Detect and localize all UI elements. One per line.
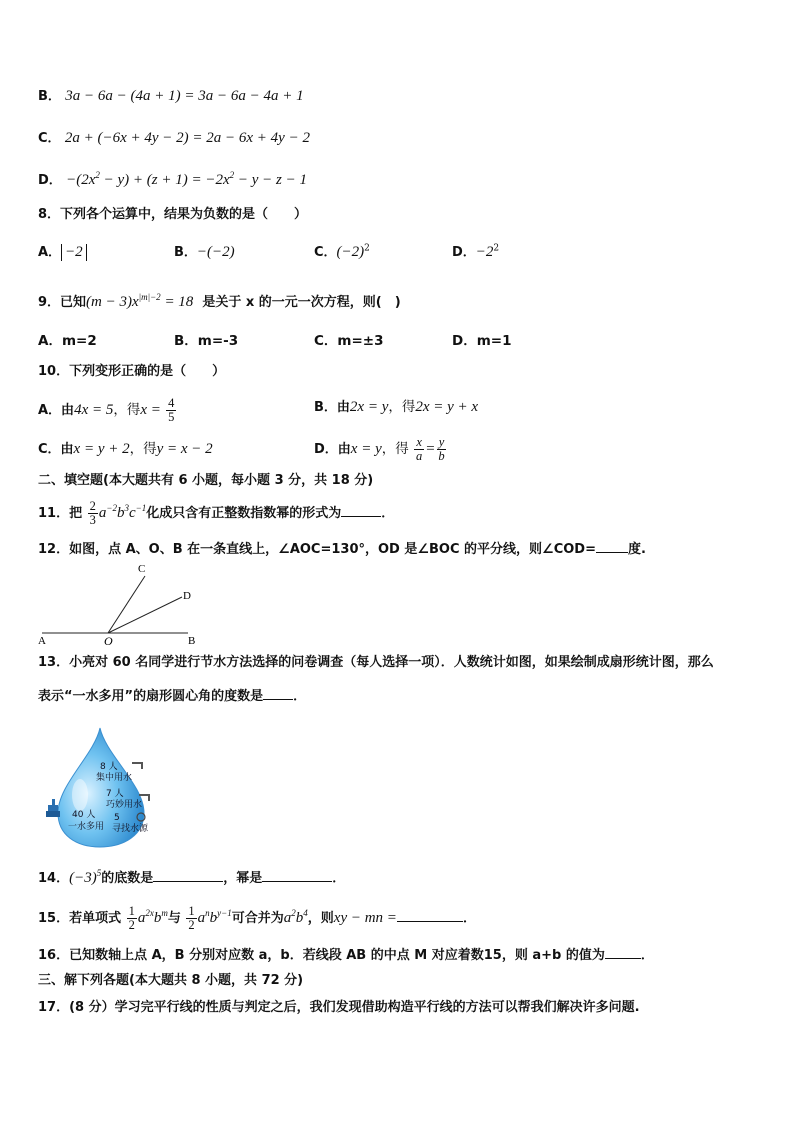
math-expression: xy − mn = bbox=[333, 910, 397, 926]
q10-stem: 10．下列变形正确的是（ ） bbox=[38, 364, 226, 379]
label-method: 巧妙用水 bbox=[106, 800, 143, 810]
math-expression: $a^{-2}b^3c^{-1}$ bbox=[98, 503, 147, 521]
q10-option-d: D．由x = y，得 $\frac{x}{a}$ = $\frac{y}{b}$ bbox=[314, 435, 445, 463]
answer-blank[interactable] bbox=[341, 502, 381, 517]
point-label-c: C bbox=[138, 563, 146, 575]
label-count: 8 人 bbox=[100, 762, 118, 772]
q16-stem: 16．已知数轴上点 A，B 分别对应数 a，b．若线段 AB 的中点 M 对应着数15，则 a+b 的值为 ． bbox=[38, 944, 654, 966]
label-count: 5 bbox=[114, 813, 120, 823]
option-label: D． bbox=[38, 173, 62, 188]
q8-stem: 8．下列各个运算中，结果为负数的是（ ） bbox=[38, 207, 308, 222]
answer-blank[interactable] bbox=[596, 538, 628, 553]
q9-stem: 9．已知$(m - 3)x^{|m|-2} = 18$ 是关于 x 的一元一次方程，则( ) bbox=[38, 292, 401, 310]
option-label: B． bbox=[38, 89, 61, 104]
q7-option-b bbox=[38, 86, 304, 107]
q9-option-b: B．m=-3 bbox=[174, 333, 239, 349]
label-method: 寻找水源 bbox=[112, 824, 149, 834]
label-count: 7 人 bbox=[106, 789, 124, 799]
absolute-value: −2 bbox=[61, 244, 87, 261]
q11-stem: 11．把 $\frac{2}{3}$ $a^{-2}b^3c^{-1}$化成只含有正整数指数幂的形式为 ． bbox=[38, 499, 395, 527]
point-label-b: B bbox=[188, 635, 196, 647]
answer-blank[interactable] bbox=[397, 907, 463, 922]
point-label-o: O bbox=[104, 634, 113, 648]
q9-option-d: D．m=1 bbox=[452, 333, 512, 349]
math-expression: 2a + (−6x + 4y − 2) = 2a − 6x + 4y − 2 bbox=[64, 130, 310, 146]
q10-option-a: A．由4x = 5，得x = $\frac{4}{5}$ bbox=[38, 396, 175, 424]
q10-option-c: C．由x = y + 2，得y = x − 2 bbox=[38, 441, 213, 457]
q13-line1: 13．小亮对 60 名同学进行节水方法选择的问卷调查（每人选择一项）．人数统计如图，如果绘制成扇形统计图，那么 bbox=[38, 655, 714, 670]
fraction: $\frac{1}{2}$ bbox=[128, 904, 135, 932]
q7-option-d bbox=[38, 170, 307, 191]
point-label-d: D bbox=[183, 590, 191, 602]
label-method: 一水多用 bbox=[68, 822, 105, 832]
answer-blank[interactable] bbox=[153, 867, 223, 882]
q15-stem: 15．若单项式 $\frac{1}{2}$ $a^{2x}b^m$与 $\frac{1}{2}$ $a^nb^{y-1}$可合并为$a^2b^4$，则xy − mn = ． bbox=[38, 904, 476, 932]
q8-option-a: A． −2 bbox=[38, 242, 87, 263]
q8-option-b: B．−(−2) bbox=[174, 244, 235, 260]
fraction: $\frac{y}{b}$ bbox=[438, 435, 445, 463]
angle-figure bbox=[36, 560, 206, 648]
q13-line2: 表示“一水多用”的扇形圆心角的度数是 ． bbox=[38, 685, 306, 707]
fraction: $\frac{1}{2}$ bbox=[188, 904, 195, 932]
answer-blank[interactable] bbox=[262, 867, 332, 882]
water-drop-figure bbox=[44, 725, 164, 850]
q14-stem: 14．$(-3)^5$的底数是 ，幂是 ． bbox=[38, 868, 346, 886]
math-expression: 3a − 6a − (4a + 1) = 3a − 6a − 4a + 1 bbox=[65, 88, 304, 104]
math-expression: $-(2x^2 - y) + (z + 1) = -2x^2 - y - z - 1$ bbox=[66, 170, 307, 188]
bucket-icon bbox=[46, 811, 60, 817]
highlight bbox=[72, 779, 88, 811]
section-heading: 二、填空题(本大题共有 6 小题，每小题 3 分，共 18 分) bbox=[38, 473, 374, 488]
option-label: C． bbox=[38, 131, 61, 146]
point-label-a: A bbox=[38, 635, 46, 647]
q9-option-a: A．m=2 bbox=[38, 333, 97, 349]
label-count: 40 人 bbox=[72, 810, 96, 820]
math-expression: $(-3)^5$ bbox=[69, 868, 102, 886]
q17-stem: 17．(8 分）学习完平行线的性质与判定之后，我们发现借助构造平行线的方法可以帮我们解决许多问题. bbox=[38, 1000, 640, 1015]
fraction: $\frac{2}{3}$ bbox=[89, 499, 96, 527]
q8-option-c: C．$(-2)^2$ bbox=[314, 243, 370, 260]
section-heading: 三、解下列各题(本大题共 8 小题，共 72 分) bbox=[38, 973, 304, 988]
answer-blank[interactable] bbox=[263, 685, 293, 700]
math-expression: $(m - 3)x^{|m|-2} = 18$ bbox=[86, 292, 194, 310]
q9-option-c: C．m=±3 bbox=[314, 333, 384, 349]
answer-blank[interactable] bbox=[605, 944, 641, 959]
faucet-icon bbox=[132, 763, 142, 769]
fraction: $\frac{x}{a}$ bbox=[416, 435, 423, 463]
q12-stem: 12．如图，点 A、O、B 在一条直线上，∠AOC=130°，OD 是∠BOC 的平分线，则∠COD= 度. bbox=[38, 538, 646, 560]
fraction: $\frac{4}{5}$ bbox=[168, 396, 175, 424]
q10-option-b: B．由2x = y，得2x = y + x bbox=[314, 399, 479, 415]
label-method: 集中用水 bbox=[96, 773, 133, 783]
q7-option-c bbox=[38, 128, 310, 149]
q8-option-d: D．$-2^2$ bbox=[452, 243, 500, 260]
